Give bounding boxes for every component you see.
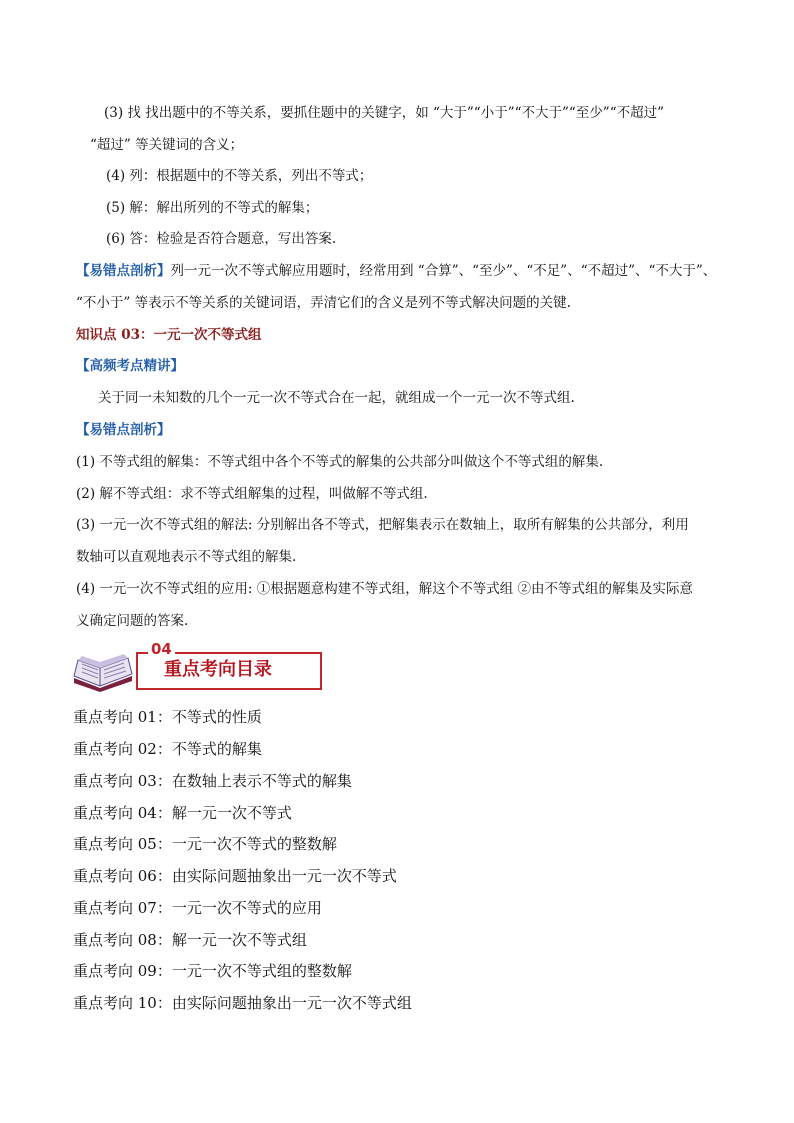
direction-01: 重点考向 01：不等式的性质 (73, 708, 262, 726)
step-6: (6) 答：检验是否符合题意，写出答案. (106, 231, 337, 247)
direction-05: 重点考向 05：一元一次不等式的整数解 (73, 835, 337, 853)
step-3-line-2: “超过” 等关键词的含义； (90, 137, 244, 153)
point-4-line-2: 义确定问题的答案. (76, 613, 189, 629)
section-banner (70, 640, 322, 692)
point-4-line-1: (4) 一元一次不等式组的应用: ①根据题意构建不等式组，解这个不等式组 ②由不等式组的解集及实际意 (76, 581, 694, 597)
knowledge-point-title: 知识点 03：一元一次不等式组 (76, 327, 262, 343)
book-icon (70, 648, 136, 692)
point-1: (1) 不等式组的解集：不等式组中各个不等式的解集的公共部分叫做这个不等式组的解集. (76, 454, 604, 470)
direction-03: 重点考向 03：在数轴上表示不等式的解集 (73, 772, 352, 790)
direction-07: 重点考向 07：一元一次不等式的应用 (73, 899, 322, 917)
direction-04: 重点考向 04：解一元一次不等式 (73, 804, 292, 822)
direction-09: 重点考向 09：一元一次不等式组的整数解 (73, 962, 352, 980)
direction-10: 重点考向 10：由实际问题抽象出一元一次不等式组 (73, 994, 412, 1012)
definition-text: 关于同一未知数的几个一元一次不等式合在一起，就组成一个一元一次不等式组. (98, 390, 575, 406)
pitfall-text-1: 列一元一次不等式解应用题时，经常用到 “合算”、“至少”、“不足”、“不超过”、“不大于”、 (170, 263, 717, 279)
step-3-line-1: (3) 找 找出题中的不等关系，要抓住题中的关键字，如 “大于”“小于”“不大于”“至少”“不超过” (104, 105, 665, 121)
high-frequency-tag: 【高频考点精讲】 (76, 358, 184, 374)
step-4: (4) 列：根据题中的不等关系，列出不等式； (106, 168, 373, 184)
point-3-line-1: (3) 一元一次不等式组的解法: 分别解出各不等式，把解集表示在数轴上，取所有解集的公共部分，利用 (76, 517, 689, 533)
pitfall-tag-2: 【易错点剖析】 (76, 422, 171, 438)
banner-number: 04 (148, 640, 175, 658)
direction-08: 重点考向 08：解一元一次不等式组 (73, 931, 307, 949)
direction-02: 重点考向 02：不等式的解集 (73, 740, 262, 758)
pitfall-tag: 【易错点剖析】 (76, 263, 171, 279)
banner-title: 重点考向目录 (164, 659, 272, 680)
point-3-line-2: 数轴可以直观地表示不等式组的解集. (76, 549, 297, 565)
pitfall-text-2: “不小于” 等表示不等关系的关键词语，弄清它们的含义是列不等式解决问题的关键. (76, 295, 571, 311)
pitfall-paragraph-1 (76, 262, 716, 280)
step-5: (5) 解：解出所列的不等式的解集； (106, 200, 319, 216)
direction-06: 重点考向 06：由实际问题抽象出一元一次不等式 (73, 867, 397, 885)
point-2: (2) 解不等式组：求不等式组解集的过程，叫做解不等式组. (76, 486, 428, 502)
